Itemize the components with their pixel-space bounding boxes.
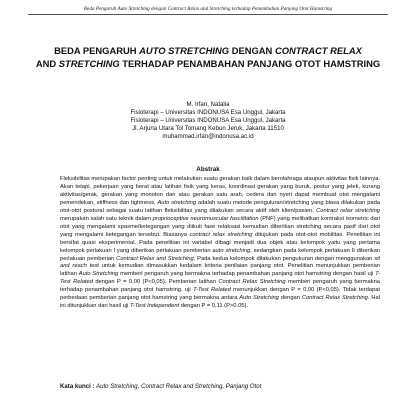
abstract-text bbox=[60, 176, 380, 311]
keywords-value: Auto Stretching, Contract Relax and Stretching, Panjang Otot bbox=[94, 383, 262, 390]
author-affiliation: Fisioterapi – Universitas INDONUSA Esa Unggul, Jakarta bbox=[130, 117, 286, 125]
author-email: muhammad.irfan@indonusa.ac.id bbox=[162, 133, 254, 141]
abstract-span: Contract Relax Stretching bbox=[301, 295, 368, 302]
abstract-span: memberi pengaruh yang bermakna terhadap penambahan panjang otot hamstring dengan hasil uji bbox=[118, 271, 376, 278]
abstract-span: sit and reach test bbox=[60, 255, 380, 270]
abstract-span: auto stretching bbox=[212, 247, 251, 254]
abstract-span: Auto stretching bbox=[157, 199, 197, 206]
author-block bbox=[100, 101, 316, 141]
abstract-span: Contract relax stretching bbox=[316, 207, 380, 214]
abstract-span: untuk kemudian dimasukkan kedalam kriteria penilaian panjang otot. Penelitian menunjukkan pemberian latihan bbox=[60, 263, 380, 278]
running-head: Beda Pengaruh Auto Stretching dengan Contract Relax and Stretching terhadap Penambahan Panjang Otot Hamstring bbox=[83, 6, 333, 12]
abstract-span: . Pada kedua kelompok dilakukan pengukuran dengan menggunakan bbox=[193, 255, 375, 262]
abstract-span: Auto Stretching bbox=[239, 295, 279, 302]
abstract-span: Contract Relax and Stretching bbox=[116, 255, 194, 262]
abstract-span: (PNF) yang melibatkan kontraksi isometric dari otot yang mengalami spasme/ketegangan yang diikuti fase relaksasi kemudian diberikan stretching secara pasif dari otot yang mengalami ketegangan tersebut. Biasanya bbox=[60, 215, 380, 238]
abstract-span: proprioceptive neuromuscular fascilitation bbox=[152, 215, 259, 222]
abstract-span: merupakan salah satu teknik dalam bbox=[60, 215, 153, 222]
abstract-span: dengan bbox=[278, 295, 302, 302]
abstract-span: Fleksibilitas merupakan factor penting untuk melakukan suatu gerakan baik dalam berolahraga ataupun aktivitas fisik lainnya. Akan tetapi, pekerjaan yang berat atau latihan fisik yang keras, koordinasi gerakan yang buruk, postur yang jelek, kurang aktivitas/gerak, gerakan yang monoton dan atau gerakan satu arah, cedera dan nyeri dapat membuat otot mengalami pemendekan, stiffness dan tightness. bbox=[60, 176, 380, 206]
title-part: DENGAN bbox=[229, 45, 275, 56]
abstract-span: T-Test Related bbox=[193, 287, 231, 294]
title-part: AND bbox=[35, 58, 59, 69]
abstract-span: T-Test Related bbox=[60, 271, 380, 286]
abstract-span: Auto Stretching bbox=[78, 271, 119, 278]
title-part: TERHADAP PENAMBAHAN PANJANG OTOT HAMSTRING bbox=[119, 58, 381, 69]
abstract-span: memberi pengaruh yang bermakna terhadap penambahan panjang otot hamstring. uji bbox=[60, 279, 380, 294]
abstract-span: contract relax stretching bbox=[189, 231, 253, 238]
abstract-span: T-Test Independent bbox=[130, 303, 180, 310]
header-rule bbox=[28, 14, 388, 15]
abstract-span: ditujukan pada otot-otot mobilitas. Penelitian ini bersifat quasi eksperimental. Pada penelitian ini variabel dibagi menjadi dua objek atau kelompok yaitu yang pertama kelompok perlakuan I yang diberikan perlakuan pemberian bbox=[60, 231, 380, 254]
title-part: CONTRACT RELAX bbox=[274, 45, 362, 56]
abstract-heading: Abstrak bbox=[196, 166, 220, 173]
title-part: AUTO STRETCHING bbox=[139, 45, 230, 56]
abstract-span: menunjukkan dengan P = 0,00 (P<0,05). Tidak terdapat perbedaan pemberian panjang otot hamstring yang bermakna antara bbox=[60, 287, 380, 302]
abstract-span: dengan P = 0,11 (P>0.05). bbox=[179, 303, 248, 310]
abstract-span: , sedangkan pada kelompok perlakuan II diberikan perlakuan pemberian bbox=[60, 247, 381, 262]
abstract-span: Contract Relax Stretching bbox=[218, 279, 286, 286]
paper-title bbox=[24, 44, 392, 70]
author-affiliation: Fisioterapi – Universitas INDONUSA Esa Unggul, Jakarta bbox=[130, 109, 286, 117]
keywords-line bbox=[60, 383, 380, 390]
author-address: Jl. Arjuna Utara Tol Tomang Kebun Jeruk, Jakarta 11510 bbox=[132, 125, 284, 133]
abstract-span: . Hal ini ditunjukkan dari hasil uji bbox=[60, 295, 380, 310]
author-names: M. Irfan, Natalia bbox=[186, 101, 230, 108]
abstract-span: adalah suatu metode penguluran/stretching yang biasa dilakukan pada otot-otot postural sebagai suatu latihan fleksibilitas yang dilakukan secara aktif oleh klien/pasien. bbox=[60, 199, 380, 214]
title-part: BEDA PENGARUH bbox=[54, 45, 140, 56]
keywords-label: Kata kunci : bbox=[60, 383, 95, 390]
abstract-span: dengan P = 0,00 (P<0,05). Pemberian latihan bbox=[92, 279, 219, 286]
title-part: STRETCHING bbox=[58, 58, 120, 69]
